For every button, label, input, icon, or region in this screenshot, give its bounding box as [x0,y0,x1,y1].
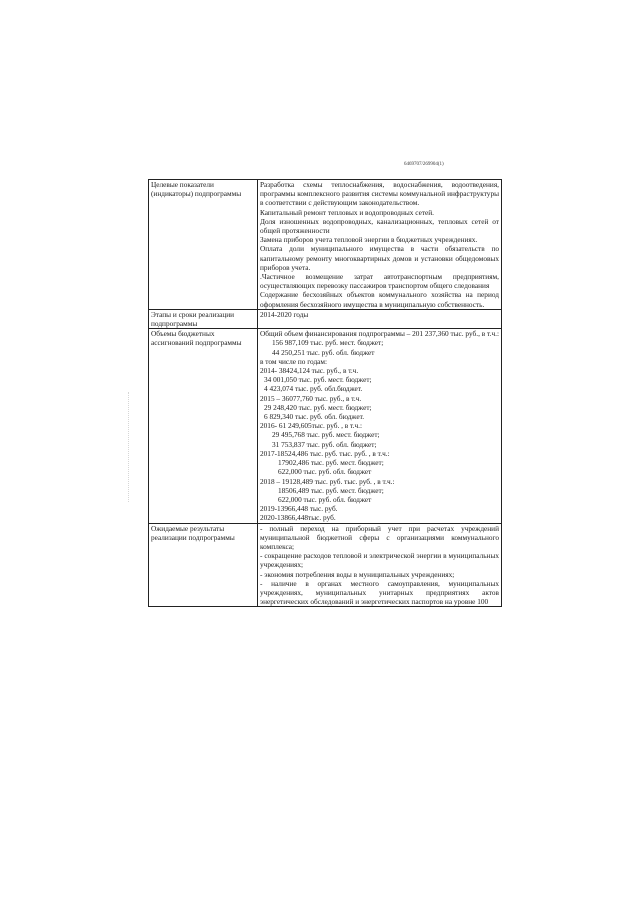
indicator-item: Содержание бесхозяйных объектов коммунального хозяйства на период оформления бесхозяйного имущества в муниципальную собственность. [260,290,499,309]
budget-label: Объемы бюджетных ассигнований подпрограммы [149,329,258,523]
result-item: - наличие в органах местного самоуправления, муниципальных учреждениях, муниципальных унитарных предприятиях актов энергетических обследований и энергетических паспортов на уровне 100 [260,578,499,607]
budget-line: 2020-13866,448тыс. руб. [260,513,336,523]
results-value [258,523,502,607]
budget-line: 2019-13966,448 тыс. руб. [260,504,338,514]
table-row-budget [149,329,502,523]
indicator-item: Оплата доли муниципального имущества в части обязательств по капитальному ремонту многоквартирных домов и установки общедомовых приборов учета. [260,244,499,272]
budget-line: 2016- 61 249,605тыс. руб. , в т.ч.: [260,421,363,431]
table-row-results [149,523,502,607]
table-row-indicators [149,180,502,310]
indicator-item: Разработка схемы теплоснабжения, водоснабжения, водоотведения, программы комплексного развития системы коммунальной инфраструктуры в соответствии с действующим законодательством. [260,180,499,208]
budget-line: 2014- 38424,124 тыс. руб., в т.ч. [260,366,359,376]
budget-line: 18506,489 тыс. руб. мест. бюджет; [278,485,384,495]
budget-intro: Общий объем финансирования подпрограммы – 201 237,360 тыс. руб., в т.ч.: [260,329,499,339]
budget-line: 34 001,050 тыс. руб. мест. бюджет; [264,375,372,385]
table-row-stages [149,309,502,328]
budget-line: 2018 – 19128,489 тыс. руб. тыс. руб. , в т.ч.: [260,476,395,486]
results-label: Ожидаемые результаты реализации подпрограммы [149,523,258,607]
budget-line: 156 987,109 тыс. руб. мест. бюджет; [272,338,384,348]
budget-line: 2015 – 36077,760 тыс. руб., в т.ч. [260,393,362,403]
indicator-item: Капитальный ремонт тепловых и водопроводных сетей. [260,207,434,217]
indicator-item: Доля изношенных водопроводных, канализационных, тепловых сетей от общей протяженности [260,216,499,236]
budget-line: 44 250,251 тыс. руб. обл. бюджет [272,347,375,357]
result-item: - полный переход на приборный учет при расчетах учреждений муниципальной бюджетной сферы с организациями коммунального комплекса; [260,523,499,551]
passport-table [148,179,502,607]
result-item: - экономия потребления воды в муниципальных учреждениях; [260,569,455,579]
stages-label: Этапы и сроки реализации подпрограммы [149,309,258,328]
indicators-value [258,180,502,310]
budget-line: 2017-18524,486 тыс. руб. тыс. руб. , в т.ч.: [260,448,390,458]
budget-line: 29 248,420 тыс. руб. мест. бюджет; [264,402,372,412]
indicator-item: .Частичное возмещение затрат автотранспортным предприятиям, осуществляющих перевозку пассажиров транспортом общего следования [260,272,499,291]
budget-line: в том числе по годам: [260,356,328,366]
result-item: - сокращение расходов тепловой и электрической энергии в муниципальных учреждениях; [260,551,499,570]
budget-line: 622,000 тыс. руб. обл. бюджет [278,467,372,477]
stages-value: 2014-2020 годы [258,309,502,328]
budget-line: 6 829,340 тыс. руб. обл. бюджет. [264,412,365,422]
scan-margin-marks [128,392,132,502]
budget-line: 622,000 тыс. руб. обл. бюджет [278,494,372,504]
budget-line: 29 495,768 тыс. руб. мест. бюджет; [272,430,380,440]
document-id: 6469707/269904(1) [404,162,444,167]
budget-line: 17902,486 тыс. руб. мест. бюджет; [278,458,384,468]
budget-line: 31 753,837 тыс. руб. обл. бюджет; [272,439,377,449]
budget-line: 4 423,074 тыс. руб. обл.бюджет. [264,384,363,394]
indicators-label: Целевые показатели (индикаторы) подпрограммы [149,180,258,310]
budget-value [258,329,502,523]
indicator-item: Замена приборов учета тепловой энергии в бюджетных учреждениях. [260,235,478,245]
